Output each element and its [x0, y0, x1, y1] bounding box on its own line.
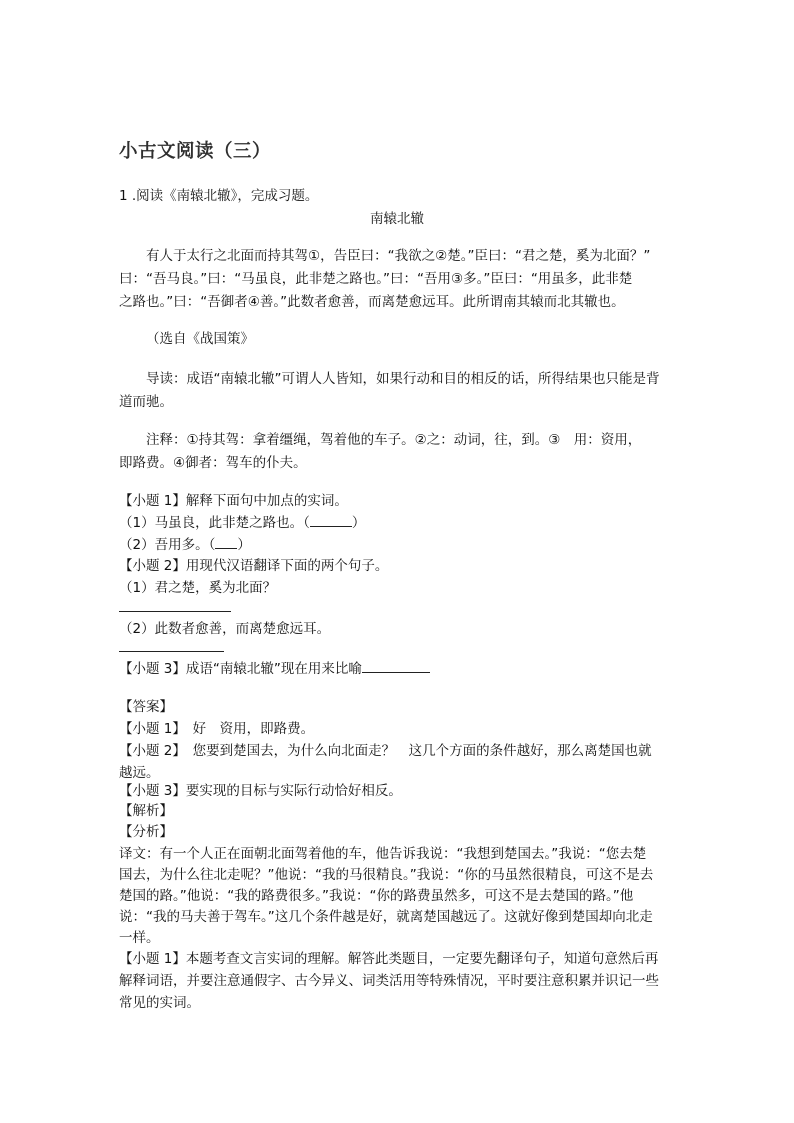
question-2-item-a: （1）君之楚，奚为北面？: [119, 580, 277, 596]
passage-line-3: 之路也。”曰：“吾御者④善。”此数者愈善，而离楚愈远耳。此所谓南其辕而北其辙也。: [119, 294, 625, 310]
answer-2-line-1: 【小题 2】 您要到楚国去，为什么向北面走？ 这几个方面的条件越好，那么离楚国也就: [119, 743, 652, 759]
guide-line-1: 导读：成语“南辕北辙”可谓人人皆知，如果行动和目的相反的话，所得结果也只能是背: [146, 371, 660, 387]
passage-source: （选自《战国策》: [146, 331, 254, 347]
question-intro: 1 .阅读《南辕北辙》，完成习题。: [119, 188, 319, 204]
question-1-item-b-text: （2）吾用多。（: [119, 537, 216, 553]
question-2-item-b: （2）此数者愈善，而离楚愈远耳。: [119, 621, 331, 637]
answer-line-2b[interactable]: [119, 651, 224, 652]
answer-3: 【小题 3】要实现的目标与实际行动恰好相反。: [119, 783, 402, 799]
answer-label: 【答案】: [119, 699, 173, 715]
question-3: [119, 658, 675, 681]
question-1-item-b-close: ）: [237, 537, 251, 553]
passage-title: 南辕北辙: [370, 211, 424, 227]
explain-1-line-3: 常见的实词。: [119, 995, 200, 1011]
translation-line-5: 一样。: [119, 930, 160, 946]
translation-line-1: 译文：有一个人正在面朝北面驾着他的车，他告诉我说：“我想到楚国去。”我说：“您去楚: [119, 846, 647, 862]
analysis-label: 【解析】: [119, 803, 173, 819]
page-title: 小古文阅读（三）: [119, 141, 272, 162]
answer-1: 【小题 1】 好 资用，即路费。: [119, 721, 315, 737]
question-1-heading: 【小题 1】解释下面句中加点的实词。: [119, 493, 348, 509]
passage-line-2: 曰：“吾马良。”曰：“马虽良，此非楚之路也。”曰：“吾用③多。”臣曰：“用虽多，此非楚: [119, 271, 633, 287]
guide-line-2: 道而驰。: [119, 394, 173, 410]
translation-line-4: 说：“我的马夫善于驾车。”这几个条件越是好，就离楚国越远了。这就好像到楚国却向北走: [119, 909, 653, 925]
translation-line-3: 楚国的路。”他说：“我的路费很多。”我说：“你的路费虽然多，可这不是去楚国的路。”他: [119, 888, 634, 904]
notes-line-1: 注释：①持其驾：拿着缰绳，驾着他的车子。②之：动词，往，到。③ 用：资用，: [146, 432, 642, 448]
answer-2-line-2: 越远。: [119, 765, 160, 781]
question-2-heading: 【小题 2】用现代汉语翻译下面的两个句子。: [119, 558, 389, 574]
question-1-item-b: [119, 534, 675, 557]
explain-1-line-1: 【小题 1】本题考查文言实词的理解。解答此类题目，一定要先翻译句子，知道句意然后再: [119, 951, 659, 967]
notes-line-2: 即路费。④御者：驾车的仆夫。: [119, 455, 307, 471]
answer-blank-3[interactable]: [362, 658, 430, 673]
answer-line-2a[interactable]: [119, 611, 231, 612]
question-1-item-a: [119, 512, 675, 535]
answer-blank-1b[interactable]: [215, 534, 237, 549]
passage-line-1: 有人于太行之北面而持其驾①，告臣曰：“我欲之②楚。”臣曰：“君之楚，奚为北面？”: [146, 248, 651, 264]
analysis-sub-label: 【分析】: [119, 824, 173, 840]
explain-1-line-2: 解释词语，并要注意通假字、古今异义、词类活用等特殊情况，平时要注意积累并识记一些: [119, 973, 659, 989]
answer-blank-1a[interactable]: [310, 512, 352, 527]
question-1-item-a-text: （1）马虽良，此非楚之路也。（: [119, 515, 310, 531]
question-1-item-a-close: ）: [351, 515, 366, 531]
translation-line-2: 国去，为什么往北走呢？”他说：“我的马很精良。”我说：“你的马虽然很精良，可这不是去: [119, 867, 654, 883]
question-3-text: 【小题 3】成语“南辕北辙”现在用来比喻: [119, 661, 362, 677]
